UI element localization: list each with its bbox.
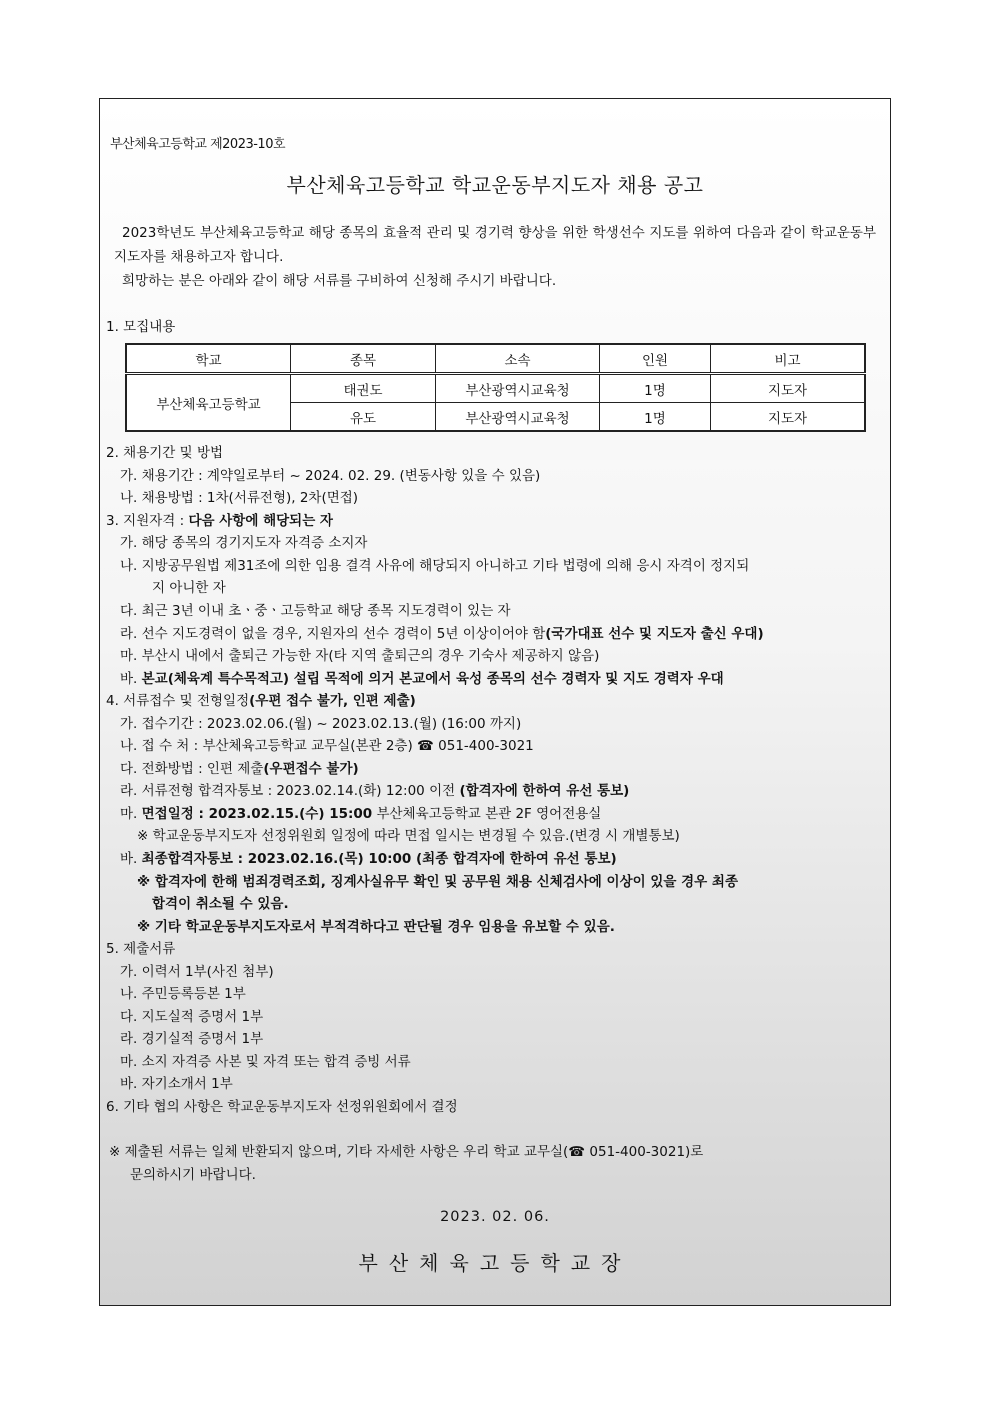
list-item: 가. 이력서 1부(사진 첨부)	[120, 964, 274, 980]
section-4-item-ma	[120, 802, 601, 822]
list-item: 라. 경기실적 증명서 1부	[120, 1031, 264, 1047]
section-4-item-ma-note: ※ 학교운동부지도자 선정위원회 일정에 따라 면접 일시는 변경될 수 있음.(변경 시 개별통보)	[137, 828, 680, 844]
section-4-warning-1-cont: 합격이 취소될 수 있음.	[152, 896, 289, 912]
section-4-item-ra-text: 라. 서류전형 합격자통보 : 2023.02.14.(화) 12:00 이전	[120, 783, 460, 799]
section-5-heading: 5. 제출서류	[106, 941, 176, 957]
section-4-item-ba	[120, 847, 617, 867]
list-item: 다. 지도실적 증명서 1부	[120, 1009, 264, 1025]
cell-note: 지도자	[711, 403, 866, 432]
cell-count: 1명	[600, 403, 711, 432]
section-3-item-ra-bold: (국가대표 선수 및 지도자 출신 우대)	[545, 626, 764, 642]
cell-sport: 태권도	[291, 374, 436, 403]
section-4-heading-text: 4. 서류접수 및 전형일정	[106, 693, 250, 709]
list-item: 마. 소지 자격증 사본 및 자격 또는 합격 증빙 서류	[120, 1054, 411, 1070]
intro-paragraph-2: 희망하는 분은 아래와 같이 해당 서류를 구비하여 신청해 주시기 바랍니다.	[122, 273, 557, 289]
section-4-warning-2: ※ 기타 학교운동부지도자로서 부적격하다고 판단될 경우 임용을 유보할 수 있음.	[137, 919, 615, 935]
header-count: 인원	[600, 344, 711, 374]
section-3-heading	[106, 509, 333, 529]
cell-school: 부산체육고등학교	[126, 374, 291, 432]
section-4-item-ra-bold: (합격자에 한하여 유선 통보)	[459, 783, 630, 799]
header-org: 소속	[436, 344, 600, 374]
notice-line-1: ※ 제출된 서류는 일체 반환되지 않으며, 기타 자세한 사항은 우리 학교 교무실(☎ 051-400-3021)로	[109, 1144, 704, 1160]
header-note: 비고	[711, 344, 866, 374]
document-date: 2023. 02. 06.	[440, 1209, 550, 1225]
section-4-item-ba-prefix: 바.	[120, 851, 142, 867]
list-item: 나. 주민등록등본 1부	[120, 986, 246, 1002]
notice-line-2: 문의하시기 바랍니다.	[130, 1167, 256, 1183]
section-4-heading-bold: (우편 접수 불가, 인편 제출)	[249, 693, 416, 709]
section-1-heading: 1. 모집내용	[106, 319, 176, 335]
section-2-item-ga: 가. 채용기간 : 계약일로부터 ~ 2024. 02. 29. (변동사항 있을 수 있음)	[120, 468, 541, 484]
section-4-item-ra	[120, 779, 629, 799]
section-4-item-ma-rest: 부산체육고등학교 본관 2F 영어전용실	[372, 806, 602, 822]
cell-sport: 유도	[291, 403, 436, 432]
section-2-heading: 2. 채용기간 및 방법	[106, 445, 224, 461]
section-4-item-ma-bold: 면접일정 : 2023.02.15.(수) 15:00	[141, 806, 373, 822]
section-3-item-ra	[120, 622, 764, 642]
cell-count: 1명	[600, 374, 711, 403]
section-3-item-ra-text: 라. 선수 지도경력이 없을 경우, 지원자의 선수 경력이 5년 이상이어야 함	[120, 626, 546, 642]
document-frame	[99, 98, 891, 1306]
section-3-heading-bold: 다음 사항에 해당되는 자	[188, 513, 333, 529]
list-item: 바. 자기소개서 1부	[120, 1076, 233, 1092]
section-3-item-na: 나. 지방공무원법 제31조에 의한 임용 결격 사유에 해당되지 아니하고 기타 법령에 의해 응시 자격이 정지되	[120, 558, 750, 574]
section-4-heading	[106, 689, 416, 709]
section-3-item-ba-text: 바.	[120, 671, 142, 687]
page-title: 부산체육고등학교 학교운동부지도자 채용 공고	[286, 173, 704, 197]
cell-note: 지도자	[711, 374, 866, 403]
section-3-item-da: 다. 최근 3년 이내 초ㆍ중ㆍ고등학교 해당 종목 지도경력이 있는 자	[120, 603, 511, 619]
section-4-warning-1: ※ 합격자에 한해 범죄경력조회, 징계사실유무 확인 및 공무원 채용 신체검사에 이상이 있을 경우 최종	[137, 874, 738, 890]
section-3-item-ba-bold: 본교(체육계 특수목적고) 설립 목적에 의거 본교에서 육성 종목의 선수 경력자 및 지도 경력자 우대	[141, 671, 724, 687]
document-number: 부산체육고등학교 제2023-10호	[110, 137, 286, 152]
table-row	[126, 374, 865, 403]
section-4-item-da-bold: (우편접수 불가)	[263, 761, 359, 777]
section-4-item-da	[120, 757, 359, 777]
section-4-item-ba-bold: 최종합격자통보 : 2023.02.16.(목) 10:00 (최종 합격자에 한하여 유선 통보)	[141, 851, 617, 867]
section-3-item-ba	[120, 667, 724, 687]
recruitment-table	[125, 343, 866, 432]
section-3-heading-text: 3. 지원자격 :	[106, 513, 189, 529]
intro-paragraph-1: 2023학년도 부산체육고등학교 해당 종목의 효율적 관리 및 경기력 향상을 위한 학생선수 지도를 위하여 다음과 같이 학교운동부지도자를 채용하고자 합니다.	[114, 225, 876, 265]
section-3-item-ga: 가. 해당 종목의 경기지도자 자격증 소지자	[120, 535, 368, 551]
section-6-heading: 6. 기타 협의 사항은 학교운동부지도자 선정위원회에서 결정	[106, 1099, 458, 1115]
section-2-item-na: 나. 채용방법 : 1차(서류전형), 2차(면접)	[120, 490, 359, 506]
header-sport: 종목	[291, 344, 436, 374]
section-4-item-ga: 가. 접수기간 : 2023.02.06.(월) ~ 2023.02.13.(월) (16:00 까지)	[120, 716, 522, 732]
section-4-item-ma-prefix: 마.	[120, 806, 142, 822]
cell-org: 부산광역시교육청	[436, 374, 600, 403]
intro	[114, 221, 876, 293]
table-header-row	[126, 344, 865, 374]
section-4-item-da-text: 다. 전화방법 : 인편 제출	[120, 761, 264, 777]
cell-org: 부산광역시교육청	[436, 403, 600, 432]
signature: 부산체육고등학교장	[358, 1251, 632, 1275]
header-school: 학교	[126, 344, 291, 374]
section-4-item-na: 나. 접 수 처 : 부산체육고등학교 교무실(본관 2층) ☎ 051-400-3021	[120, 738, 534, 754]
section-3-item-ma: 마. 부산시 내에서 출퇴근 가능한 자(타 지역 출퇴근의 경우 기숙사 제공하지 않음)	[120, 648, 600, 664]
section-3-item-na-cont: 지 아니한 자	[152, 580, 226, 596]
